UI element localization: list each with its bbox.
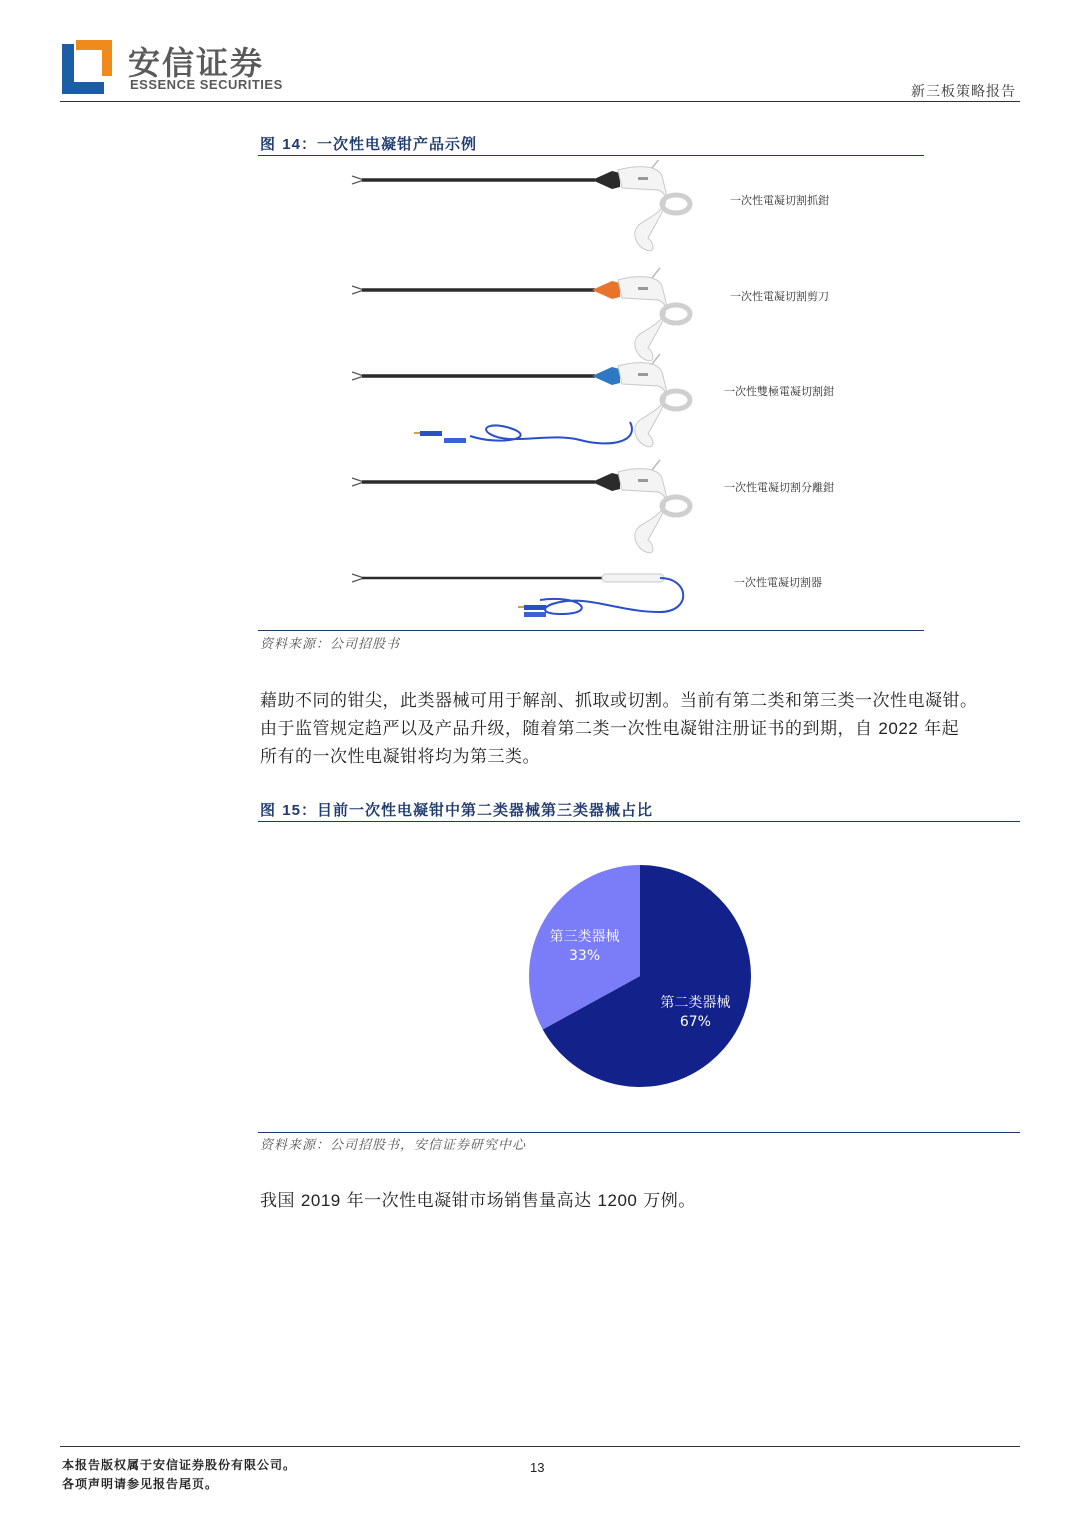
pie-chart bbox=[520, 856, 760, 1096]
report-type: 新三板策略报告 bbox=[911, 84, 1016, 100]
paragraph-1-line-2-end: 年起 bbox=[918, 719, 960, 739]
figure-15-source: 资料来源：公司招股书，安信证券研究中心 bbox=[260, 1138, 527, 1153]
paragraph-2-text-b: 年一次性电凝钳市场销售量高达 bbox=[340, 1191, 598, 1211]
paragraph-1-year: 2022 bbox=[878, 719, 919, 738]
figure-14-caption: ：一次性电凝钳产品示例 bbox=[300, 135, 477, 153]
logo-orange-right bbox=[102, 40, 112, 76]
cable-connector bbox=[524, 605, 546, 610]
page-number: 13 bbox=[530, 1460, 545, 1475]
forceps-ring bbox=[662, 391, 690, 409]
forceps-brand-mark bbox=[638, 373, 648, 376]
forceps-spike bbox=[652, 460, 660, 470]
pie-slice-value-2: 33% bbox=[569, 948, 601, 965]
figure-14-title bbox=[260, 133, 477, 154]
figure-14-prefix: 图 bbox=[260, 135, 277, 153]
cable-connector bbox=[444, 438, 466, 443]
footer-copyright: 本报告版权属于安信证券股份有限公司。 bbox=[62, 1458, 297, 1472]
forceps-ring bbox=[662, 305, 690, 323]
paragraph-2-text-a: 我国 bbox=[260, 1191, 301, 1211]
paragraph-1-line-2 bbox=[260, 715, 1022, 743]
figure-15-top-rule bbox=[258, 821, 1020, 822]
figure-14-number: 14 bbox=[282, 136, 301, 153]
figure-15-prefix: 图 bbox=[260, 801, 277, 819]
footer-disclaimer: 各项声明请参见报告尾页。 bbox=[62, 1477, 219, 1491]
product-label-3: 一次性雙極電凝切割鉗 bbox=[724, 385, 834, 398]
paragraph-2-year: 2019 bbox=[300, 1191, 341, 1210]
forceps-tip bbox=[592, 281, 620, 299]
figure-15-caption: ：目前一次性电凝钳中第二类器械第三类器械占比 bbox=[300, 801, 653, 819]
logo-blue-bottom bbox=[62, 82, 104, 94]
paragraph-1-line-3: 所有的一次性电凝钳将均为第三类。 bbox=[260, 747, 540, 767]
forceps-brand-mark bbox=[638, 287, 648, 290]
forceps-tip bbox=[592, 473, 620, 491]
forceps-tip bbox=[592, 367, 620, 385]
company-logo-icon bbox=[62, 40, 112, 94]
logo-english-name: ESSENCE SECURITIES bbox=[130, 77, 283, 92]
forceps-tip bbox=[592, 171, 620, 189]
figure-15-title bbox=[260, 799, 653, 820]
paragraph-2-text-c: 万例。 bbox=[637, 1191, 696, 1211]
figure-14-bottom-rule bbox=[258, 630, 924, 631]
product-label-1: 一次性電凝切割抓鉗 bbox=[730, 194, 829, 207]
header-divider bbox=[60, 101, 1020, 102]
pie-slice-label-2: 第三类器械 bbox=[549, 929, 620, 946]
cable-connector bbox=[420, 431, 442, 436]
forceps-ring bbox=[662, 497, 690, 515]
figure-15-bottom-rule bbox=[258, 1132, 1020, 1133]
product-label-2: 一次性電凝切割剪刀 bbox=[730, 290, 829, 303]
pie-slice-value-1: 67% bbox=[679, 1013, 711, 1030]
forceps-brand-mark bbox=[638, 177, 648, 180]
forceps-ring bbox=[662, 195, 690, 213]
figure-14-source: 资料来源：公司招股书 bbox=[260, 637, 401, 652]
pie-slice-label-1: 第二类器械 bbox=[660, 994, 731, 1011]
product-label-5: 一次性電凝切割器 bbox=[734, 576, 822, 589]
paragraph-1-line-2-text: 由于监管规定趋严以及产品升级，随着第二类一次性电凝钳注册证书的到期，自 bbox=[260, 719, 879, 739]
logo-chinese-name: 安信证券 bbox=[128, 44, 265, 82]
cable bbox=[470, 422, 632, 443]
paragraph-2 bbox=[260, 1187, 1022, 1215]
forceps-spike bbox=[652, 160, 660, 168]
cable-connector bbox=[524, 612, 546, 617]
cable bbox=[540, 578, 683, 614]
paragraph-1-line-1: 藉助不同的钳尖，此类器械可用于解剖、抓取或切割。当前有第二类和第三类一次性电凝钳。 bbox=[260, 691, 978, 711]
electrode-handle bbox=[602, 574, 664, 582]
footer-divider bbox=[60, 1446, 1020, 1447]
forceps-brand-mark bbox=[638, 479, 648, 482]
figure-14-top-rule bbox=[258, 155, 924, 156]
figure-15-number: 15 bbox=[282, 802, 301, 819]
pie-chart-svg bbox=[520, 856, 760, 1096]
product-label-4: 一次性電凝切割分離鉗 bbox=[724, 481, 834, 494]
forceps-spike bbox=[652, 268, 660, 278]
paragraph-2-amount: 1200 bbox=[597, 1191, 638, 1210]
paragraph-1 bbox=[260, 687, 1022, 771]
